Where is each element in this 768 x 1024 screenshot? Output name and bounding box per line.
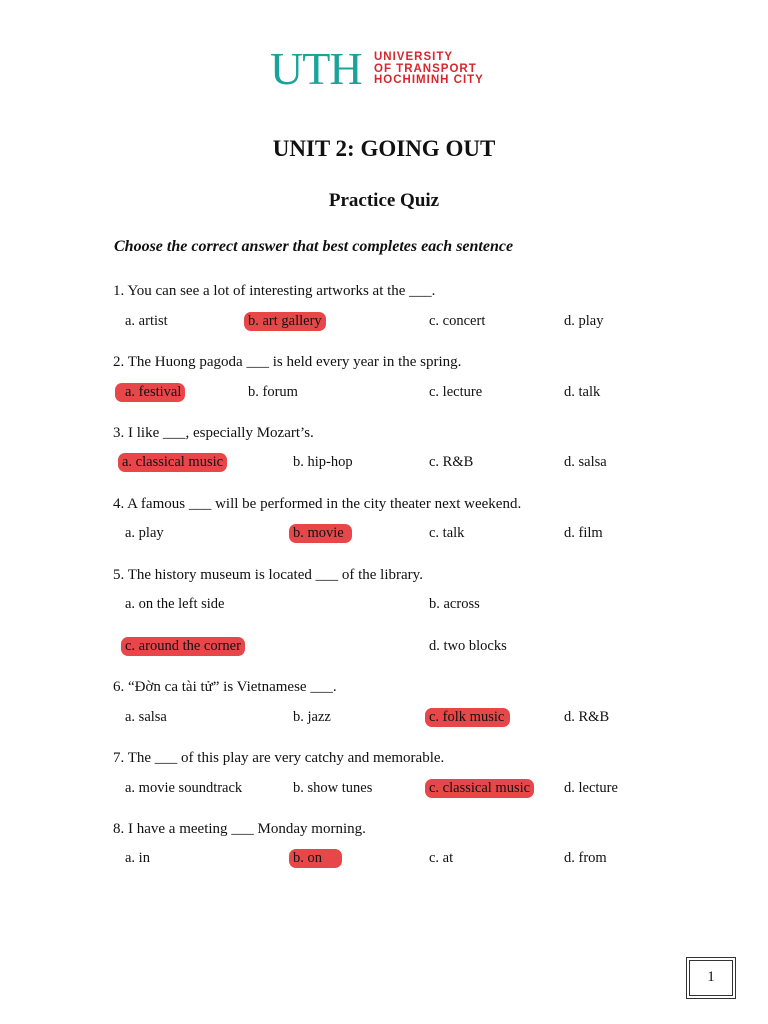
q6-option-a: a. salsa (125, 709, 167, 725)
q4-option-b-selected: b. movie (289, 524, 352, 543)
q8-option-d: d. from (564, 850, 607, 866)
question-4-text: 4. A famous ___ will be performed in the city theater next weekend. (113, 496, 522, 512)
instruction-text: Choose the correct answer that best completes each sentence (114, 238, 514, 255)
unit-title: UNIT 2: GOING OUT (272, 136, 496, 161)
q7-option-d: d. lecture (564, 780, 618, 796)
q3-option-b: b. hip-hop (293, 454, 353, 470)
q6-option-b: b. jazz (293, 709, 331, 725)
question-2-text: 2. The Huong pagoda ___ is held every year in the spring. (113, 354, 462, 370)
question-7-text: 7. The ___ of this play are very catchy and memorable. (113, 750, 445, 766)
question-1-text: 1. You can see a lot of interesting artworks at the ___. (113, 283, 436, 299)
q1-option-a: a. artist (125, 313, 168, 329)
question-5-text: 5. The history museum is located ___ of the library. (113, 567, 423, 583)
university-logo (270, 43, 500, 94)
logo-wordmark (374, 52, 484, 87)
q5-option-c-selected: c. around the corner (121, 637, 245, 656)
q5-option-b: b. across (429, 596, 480, 612)
q5-option-d: d. two blocks (429, 638, 507, 654)
q7-option-c-selected: c. classical music (425, 779, 534, 798)
q1-option-d: d. play (564, 313, 604, 329)
q4-option-c: c. talk (429, 525, 465, 541)
logo-line-2: OF TRANSPORT (374, 62, 477, 75)
q2-option-b: b. forum (248, 384, 298, 400)
q2-option-d: d. talk (564, 384, 601, 400)
q7-option-b: b. show tunes (293, 780, 373, 796)
q1-option-c: c. concert (429, 313, 486, 329)
q2-option-a-selected: a. festival (115, 383, 185, 402)
q4-option-d: d. film (564, 525, 603, 541)
logo-line-3: HOCHIMINH CITY (374, 74, 484, 86)
quiz-subtitle: Practice Quiz (328, 190, 440, 211)
q6-option-d: d. R&B (564, 709, 610, 725)
q8-option-b-selected: b. on (289, 849, 342, 868)
q7-option-a: a. movie soundtrack (125, 780, 243, 796)
page-number: 1 (707, 969, 715, 985)
logo-line-1: UNIVERSITY (374, 51, 454, 63)
question-8-text: 8. I have a meeting ___ Monday morning. (113, 821, 366, 837)
q3-option-c: c. R&B (429, 454, 474, 470)
q5-option-a: a. on the left side (125, 596, 225, 612)
q4-option-a: a. play (125, 525, 164, 541)
q1-option-b-selected: b. art gallery (244, 312, 326, 331)
page-number-box (686, 957, 736, 999)
q8-option-c: c. at (429, 850, 454, 866)
q3-option-d: d. salsa (564, 454, 607, 470)
logo-mark: UTH (270, 43, 362, 94)
question-3-text: 3. I like ___, especially Mozart’s. (113, 425, 314, 441)
q3-option-a-selected: a. classical music (118, 453, 227, 472)
question-6-text: 6. “Đờn ca tài tử” is Vietnamese ___. (113, 679, 337, 695)
q8-option-a: a. in (125, 850, 150, 866)
q2-option-c: c. lecture (429, 384, 483, 400)
q6-option-c-selected: c. folk music (425, 708, 510, 727)
